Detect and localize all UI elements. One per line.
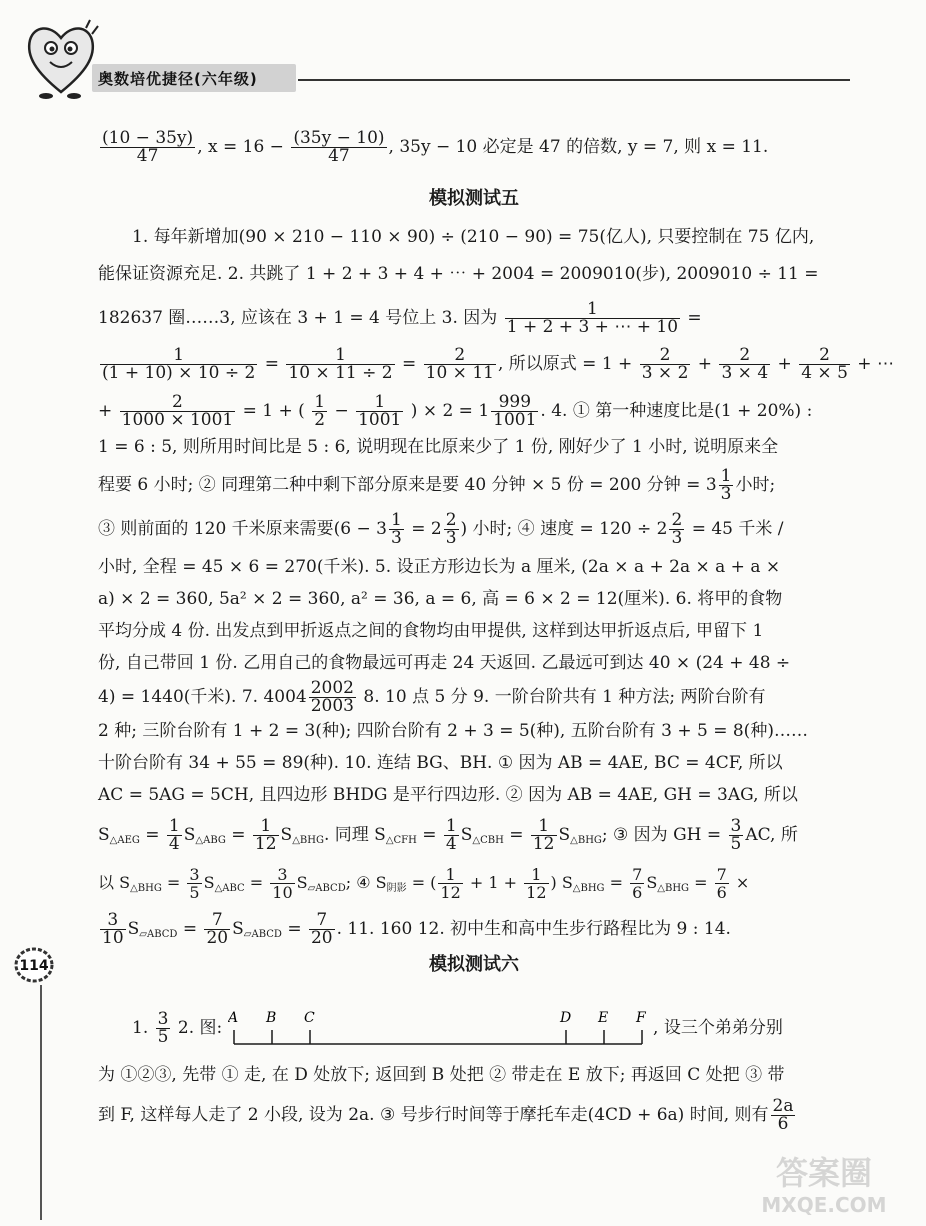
text-line: $\frac{3}{10}$ $S_{▱ABCD}$ = $\frac{7}{20}$ $S_{▱ABCD}$ = $\frac{7}{20}$ . 11. 160 12. 初中生和高中生步行路程比为 9 : 14. (102, 910, 731, 948)
fraction: $\frac{2}{1000 \times 1001}$ (121, 392, 234, 430)
fraction: $\frac{1}{1001}$ (358, 392, 402, 430)
fraction: $\frac{3}{5}$ (157, 1009, 169, 1047)
fraction: $\frac{2}{3 \times 2}$ (641, 345, 689, 383)
header-title: 奥数培优捷径(六年级) (98, 70, 258, 88)
text-line: 小时, 全程 = 45 × 6 = 270(千米). 5. 设正方形边长为 a 厘米, (2a × a + 2a × a + a × (98, 557, 781, 577)
fraction: $\frac{(10 - 35y)}{47}$ (102, 128, 194, 166)
text-line: ③ 则前面的 120 千米原来需要(6 − 3 $\frac{1}{3}$ = 2 $\frac{2}{3}$ ) 小时; ④ 速度 = 120 ÷ 2 $\frac{2}{3}$ = 45 千米 / (98, 510, 784, 548)
fraction: $\frac{7}{20}$ (206, 910, 229, 948)
mascot-icon (22, 14, 100, 100)
fraction: $\frac{3}{5}$ (189, 865, 200, 902)
text-line: 平均分成 4 份. 出发点到甲折返点之间的食物均由甲提供, 这样到达甲折返点后, 甲留下 1 (98, 621, 764, 641)
fraction: $\frac{2002}{2003}$ (310, 678, 354, 716)
text-line: 份, 自己带回 1 份. 乙用自己的食物最远可再走 24 天返回. 乙最远可到达 40 × (24 + 48 ÷ (98, 653, 791, 673)
section-title-6: 模拟测试六 (429, 954, 519, 975)
text-line: 为 ①②③, 先带 ① 走, 在 D 处放下; 返回到 B 处把 ② 带走在 E 放下; 再返回 C 处把 ③ 带 (98, 1065, 785, 1085)
fraction: $\frac{3}{10}$ (272, 865, 293, 902)
text-line: $\frac{1}{(1 + 10) \times 10 \div 2}$ = $\frac{1}{10 \times 11 \div 2}$ = $\frac{2}{10 \times 11}$ , 所以原式 = 1 + $\frac{2}{3 \times 2}$ + $\frac{2}{3 \times 4}$ + $\frac{2}{4 \times 5}$ + ⋯ (102, 345, 894, 383)
point-label-d: D (559, 1010, 571, 1026)
text-line: a) × 2 = 360, 5a² × 2 = 360, a² = 36, a = 6, 高 = 6 × 2 = 12(厘米). 6. 将甲的食物 (98, 589, 783, 609)
fraction: $\frac{1}{12}$ (440, 865, 461, 902)
text-line: 到 F, 这样每人走了 2 小段, 设为 2a. ③ 号步行时间等于摩托车走(4CD + 6a) 时间, 则有 $\frac{2a}{6}$ (98, 1096, 794, 1134)
text-line: 程要 6 小时; ② 同理第二种中剩下部分原来是要 40 分钟 × 5 份 = 200 分钟 = 3 $\frac{1}{3}$ 小时; (98, 466, 776, 504)
point-label-c: C (303, 1010, 315, 1026)
fraction: $\frac{(35y - 10)}{47}$ (293, 128, 385, 166)
text-line: 能保证资源充足. 2. 共跳了 1 + 2 + 3 + 4 + ⋯ + 2004 = 2009010(步), 2009010 ÷ 11 = (98, 264, 819, 284)
section-title-5: 模拟测试五 (429, 188, 519, 209)
text-line: 1. 每年新增加(90 × 210 − 110 × 90) ÷ (210 − 90) = 75(亿人), 只要控制在 75 亿内, (132, 227, 815, 247)
fraction: $\frac{2}{3}$ (445, 510, 457, 548)
fraction: $\frac{1}{2}$ (314, 392, 326, 430)
fraction: $\frac{7}{6}$ (716, 865, 727, 902)
fraction: $\frac{3}{5}$ (730, 816, 742, 854)
fraction: $\frac{1}{12}$ (532, 816, 555, 854)
text-line: 十阶台阶有 34 + 55 = 89(种). 10. 连结 BG、BH. ① 因为 AB = 4AE, BC = 4CF, 所以 (98, 753, 783, 773)
text-line: AC = 5AG = 5CH, 且四边形 BHDG 是平行四边形. ② 因为 AB = 4AE, GH = 3AG, 所以 (98, 785, 798, 805)
text-line: 以 $S_{\triangle BHG}$ = $\frac{3}{5}$ $S_{\triangle ABC}$ = $\frac{3}{10}$ $S_{▱ABCD}$; ④ $S_{阴影}$ = ( $\frac{1}{12}$ + 1 + $\frac{1}{12}$ ) $S_{\triangle BHG}$ = $\frac{7}{6}$ $S_{\triangle BHG}$ = $\frac{7}{6}$ × (98, 865, 750, 902)
fraction: $\frac{1}{12}$ (254, 816, 277, 854)
text-line: + $\frac{2}{1000 \times 1001}$ = 1 + ( $\frac{1}{2}$ − $\frac{1}{1001}$ ) × 2 = 1 $\frac{999}{1001}$ . 4. ① 第一种速度比是(1 + 20%) : (98, 392, 813, 430)
segment-diagram (228, 1006, 648, 1052)
text-line: $S_{\triangle AEG}$ = $\frac{1}{4}$ $S_{\triangle ABG}$ = $\frac{1}{12}$ $S_{\triangle BHG}$. 同理 $S_{\triangle CFH}$ = $\frac{1}{4}$ $S_{\triangle CBH}$ = $\frac{1}{12}$ $S_{\triangle BHG}$; ③ 因为 GH = $\frac{3}{5}$ AC, 所 (98, 816, 798, 854)
fraction: $\frac{1}{10 \times 11 \div 2}$ (288, 345, 393, 383)
page-number: 114 (19, 958, 49, 974)
header-rule (298, 79, 850, 81)
fraction: $\frac{1}{12}$ (526, 865, 547, 902)
page-header (0, 0, 926, 110)
fraction: $\frac{1}{3}$ (390, 510, 402, 548)
svg-text:MXQE.COM: MXQE.COM (761, 1193, 887, 1217)
fraction: $\frac{999}{1001}$ (493, 392, 537, 430)
fraction: $\frac{1}{1 + 2 + 3 + \cdots + 10}$ (506, 299, 679, 337)
point-label-b: B (265, 1010, 276, 1026)
text-line: 2 种; 三阶台阶有 1 + 2 = 3(种); 四阶台阶有 2 + 3 = 5(种), 五阶台阶有 3 + 5 = 8(种)…… (98, 721, 808, 741)
text-line: 1. $\frac{3}{5}$ 2. 图: A B C D E F , 设三个弟弟分别 (98, 1006, 850, 1046)
point-label-f: F (635, 1010, 646, 1026)
fraction: $\frac{2a}{6}$ (772, 1096, 794, 1134)
fraction: $\frac{2}{3}$ (671, 510, 683, 548)
fraction: $\frac{7}{20}$ (310, 910, 333, 948)
watermark-logo (734, 1148, 914, 1218)
fraction: $\frac{2}{3 \times 4}$ (721, 345, 769, 383)
svg-text:答案圈: 答案圈 (775, 1154, 873, 1192)
text-line: 4) = 1440(千米). 7. 4004 $\frac{2002}{2003}$ 8. 10 点 5 分 9. 一阶台阶共有 1 种方法; 两阶台阶有 (98, 678, 766, 716)
point-label-e: E (597, 1010, 608, 1026)
margin-line (40, 985, 42, 1220)
fraction: $\frac{7}{6}$ (632, 865, 643, 902)
intro-line: $\frac{(10 - 35y)}{47}$ , x = 16 − $\frac{(35y - 10)}{47}$ , 35y − 10 必定是 47 的倍数, y = 7, 则 x = 11. (102, 128, 769, 166)
point-label-a: A (227, 1010, 238, 1026)
page-number-badge (14, 946, 54, 984)
fraction: $\frac{1}{4}$ (168, 816, 180, 854)
fraction: $\frac{1}{(1 + 10) \times 10 \div 2}$ (102, 345, 256, 383)
fraction: $\frac{2}{10 \times 11}$ (425, 345, 494, 383)
fraction: $\frac{2}{4 \times 5}$ (801, 345, 848, 383)
text-line: 182637 圈……3, 应该在 3 + 1 = 4 号位上 3. 因为 $\frac{1}{1 + 2 + 3 + \cdots + 10}$ = (98, 299, 702, 337)
fraction: $\frac{1}{4}$ (445, 816, 457, 854)
text-line: 1 = 6 : 5, 则所用时间比是 5 : 6, 说明现在比原来少了 1 份, 刚好少了 1 小时, 说明原来全 (98, 437, 779, 457)
fraction: $\frac{3}{10}$ (102, 910, 124, 948)
fraction: $\frac{1}{3}$ (720, 466, 732, 504)
